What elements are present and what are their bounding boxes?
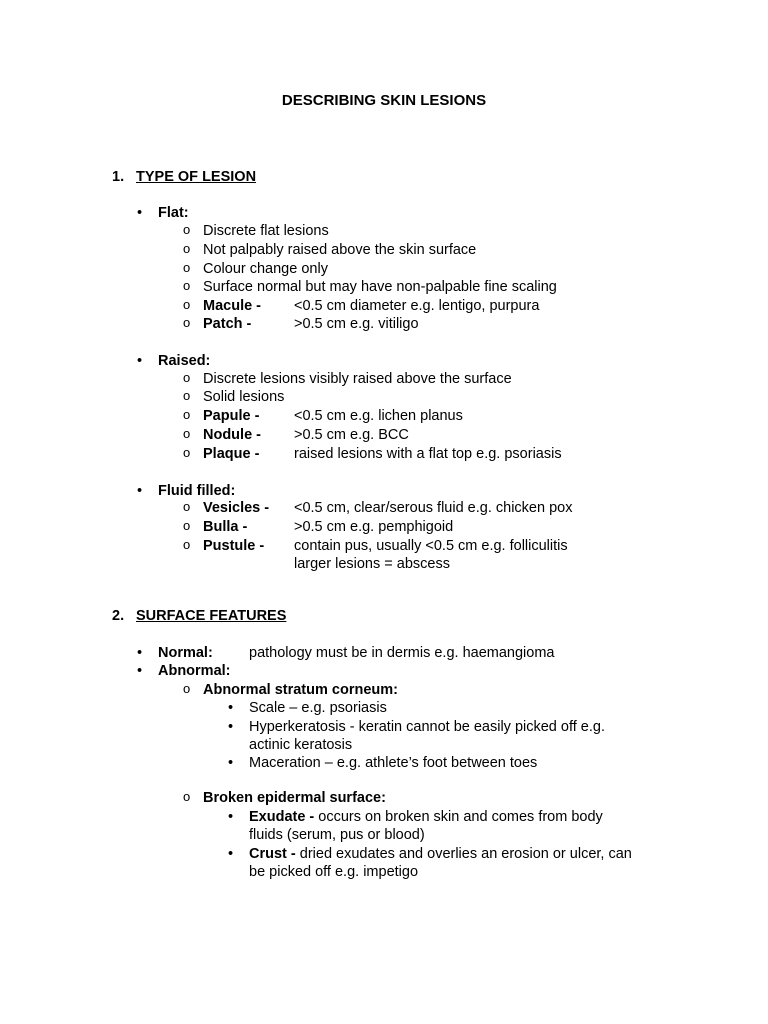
term-definition: >0.5 cm e.g. pemphigoid — [294, 519, 454, 535]
sub-item-text: Not palpably raised above the skin surface — [203, 242, 477, 258]
section-heading-type-of-lesion — [112, 168, 256, 186]
sub-item-text: Surface normal but may have non-palpable fine scaling — [203, 279, 557, 295]
sub-bullet-icon: o — [183, 518, 191, 533]
term-label: Nodule - — [203, 427, 261, 443]
sub-bullet-icon: o — [183, 499, 191, 514]
list-item-text-continued: be picked off e.g. impetigo — [249, 864, 419, 880]
section-number: 1. — [112, 169, 125, 185]
page-title: DESCRIBING SKIN LESIONS — [281, 92, 487, 109]
sub-bullet-icon: o — [183, 278, 191, 293]
sub-bullet-icon: o — [183, 537, 191, 552]
sub-item-text: Solid lesions — [203, 389, 285, 405]
bullet-label: Fluid filled: — [158, 483, 236, 499]
term-definition: contain pus, usually <0.5 cm e.g. folliculitis — [294, 538, 568, 554]
sub-item-text: Discrete flat lesions — [203, 223, 329, 239]
sub-bullet-icon: o — [183, 241, 191, 256]
list-item-text — [249, 808, 603, 826]
term-label: Crust - — [249, 846, 296, 862]
bullet-icon: • — [137, 483, 143, 499]
bullet-icon: • — [228, 846, 234, 862]
list-item-text-continued: fluids (serum, pus or blood) — [249, 827, 425, 843]
section-label: TYPE OF LESION — [136, 169, 257, 185]
list-item-text-continued: actinic keratosis — [249, 737, 353, 753]
sub-bullet-icon: o — [183, 789, 191, 804]
bullet-icon: • — [137, 663, 143, 679]
term-definition: <0.5 cm diameter e.g. lentigo, purpura — [294, 298, 540, 314]
bullet-icon: • — [228, 700, 234, 716]
bullet-label: Flat: — [158, 205, 189, 221]
list-item-text: Maceration – e.g. athlete’s foot between toes — [249, 755, 538, 771]
sub-bullet-icon: o — [183, 222, 191, 237]
bullet-label: Abnormal: — [158, 663, 231, 679]
term-definition-continued: larger lesions = abscess — [294, 556, 450, 572]
term-definition: >0.5 cm e.g. vitiligo — [294, 316, 419, 332]
term-label: Plaque - — [203, 446, 260, 462]
term-label: Macule - — [203, 298, 262, 314]
sub-bullet-icon: o — [183, 681, 191, 696]
bullet-icon: • — [137, 353, 143, 369]
bullet-icon: • — [228, 755, 234, 771]
bullet-icon: • — [137, 205, 143, 221]
bullet-label: Normal: — [158, 645, 213, 661]
term-definition: <0.5 cm, clear/serous fluid e.g. chicken pox — [294, 500, 573, 516]
sub-heading-label: Abnormal stratum corneum: — [203, 682, 398, 698]
sub-item-text: Discrete lesions visibly raised above the surface — [203, 371, 512, 387]
sub-heading-label: Broken epidermal surface: — [203, 790, 386, 806]
bullet-icon: • — [228, 809, 234, 825]
term-definition: <0.5 cm e.g. lichen planus — [294, 408, 463, 424]
term-definition: >0.5 cm e.g. BCC — [294, 427, 409, 443]
list-item-text: Scale – e.g. psoriasis — [249, 700, 387, 716]
bullet-label: Raised: — [158, 353, 211, 369]
bullet-icon: • — [228, 719, 234, 735]
term-label: Pustule - — [203, 538, 265, 554]
term-label: Bulla - — [203, 519, 248, 535]
term-label: Vesicles - — [203, 500, 270, 516]
section-number: 2. — [112, 608, 125, 624]
sub-item-text: Colour change only — [203, 261, 328, 277]
term-definition: raised lesions with a flat top e.g. psoriasis — [294, 446, 562, 462]
term-label: Papule - — [203, 408, 260, 424]
normal-definition: pathology must be in dermis e.g. haemangioma — [249, 645, 555, 661]
sub-bullet-icon: o — [183, 407, 191, 422]
bullet-icon: • — [137, 645, 143, 661]
sub-bullet-icon: o — [183, 315, 191, 330]
sub-bullet-icon: o — [183, 297, 191, 312]
sub-bullet-icon: o — [183, 426, 191, 441]
term-definition: occurs on broken skin and comes from body — [314, 809, 603, 825]
term-definition: dried exudates and overlies an erosion or ulcer, can — [295, 846, 632, 862]
section-heading-surface-features — [112, 607, 286, 625]
term-label: Patch - — [203, 316, 252, 332]
term-label: Exudate - — [249, 809, 315, 825]
sub-bullet-icon: o — [183, 260, 191, 275]
list-item-text: Hyperkeratosis - keratin cannot be easily picked off e.g. — [249, 719, 605, 735]
section-label: SURFACE FEATURES — [136, 608, 287, 624]
sub-bullet-icon: o — [183, 388, 191, 403]
list-item-text — [249, 845, 632, 863]
sub-bullet-icon: o — [183, 370, 191, 385]
sub-bullet-icon: o — [183, 445, 191, 460]
